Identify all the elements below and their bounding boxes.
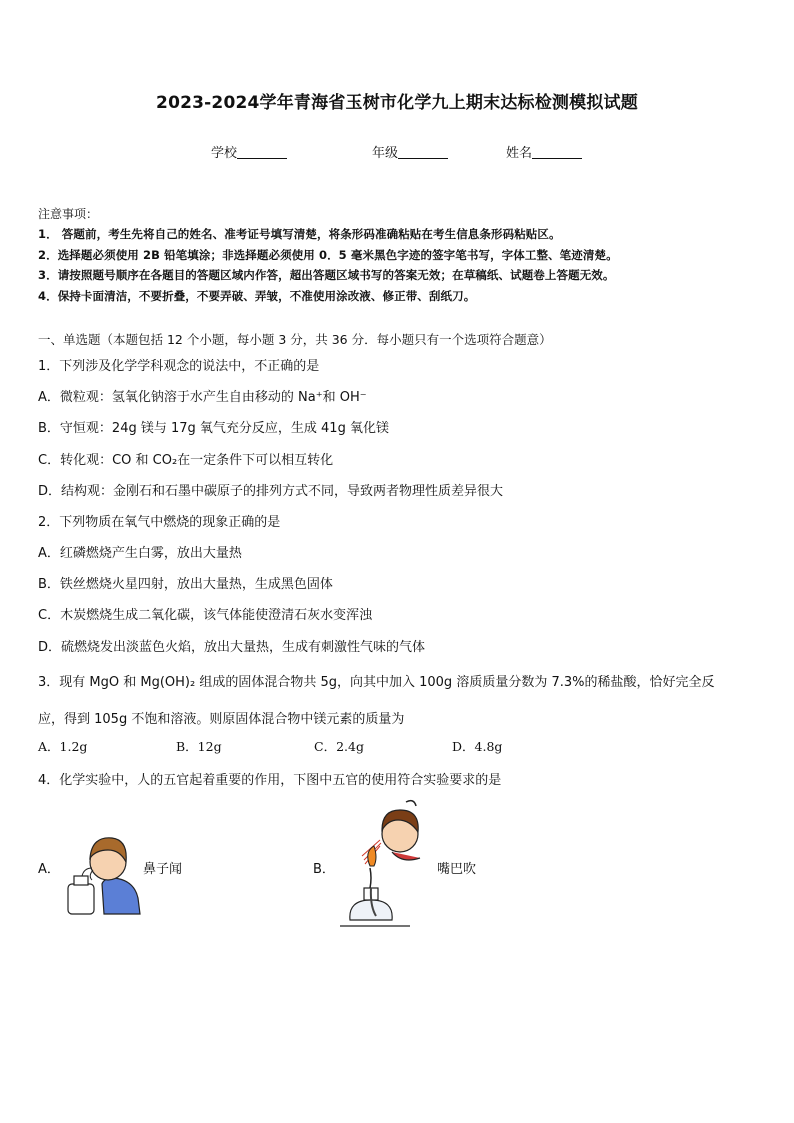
question-4-stem: 4．化学实验中，人的五官起着重要的作用，下图中五官的使用符合实验要求的是: [38, 773, 502, 788]
question-1-option-b: B．守恒观：24g 镁与 17g 氧气充分反应，生成 41g 氧化镁: [38, 421, 389, 436]
question-3-line-2: 应，得到 105g 不饱和溶液。则原固体混合物中镁元素的质量为: [38, 712, 405, 727]
school-field: [211, 142, 287, 161]
school-label: 学校: [211, 146, 238, 161]
name-label: 姓名: [506, 146, 533, 161]
note-item: 1． 答题前，考生先将自己的姓名、准考证号填写清楚，将条形码准确粘贴在考生信息条形码粘贴区。: [38, 227, 561, 241]
page-title: 2023-2024学年青海省玉树市化学九上期末达标检测模拟试题: [156, 93, 638, 113]
grade-blank: [398, 146, 448, 159]
note-item: 4．保持卡面清洁，不要折叠，不要弄破、弄皱，不准使用涂改液、修正带、刮纸刀。: [38, 289, 476, 303]
question-4-option-b-text: 嘴巴吹: [437, 862, 477, 877]
question-4-option-a-letter: A．: [38, 862, 60, 877]
note-item: 3．请按照题号顺序在各题目的答题区域内作答，超出答题区域书写的答案无效；在草稿纸、试题卷上答题无效。: [38, 268, 615, 282]
notes-heading: 注意事项：: [38, 207, 99, 221]
question-3-option-c: C．2.4g: [314, 739, 364, 754]
person-smelling-illustration: [64, 826, 146, 918]
name-blank: [532, 146, 582, 159]
question-1-option-d: D．结构观：金刚石和石墨中碳原子的排列方式不同，导致两者物理性质差异很大: [38, 484, 504, 499]
question-4-option-b-letter: B．: [313, 862, 335, 877]
question-1-option-a: A．微粒观：氢氧化钠溶于水产生自由移动的 Na⁺和 OH⁻: [38, 390, 367, 405]
question-2-stem: 2．下列物质在氧气中燃烧的现象正确的是: [38, 515, 281, 530]
person-blowing-lamp-illustration: [340, 796, 432, 930]
question-4-option-a-text: 鼻子闻: [143, 862, 183, 877]
grade-field: [372, 142, 448, 161]
question-1-stem: 1．下列涉及化学学科观念的说法中，不正确的是: [38, 359, 320, 374]
school-blank: [237, 146, 287, 159]
name-field: [506, 142, 582, 161]
question-3-line-1: 3．现有 MgO 和 Mg(OH)₂ 组成的固体混合物共 5g，向其中加入 100g 溶质质量分数为 7.3%的稀盐酸，恰好完全反: [38, 675, 715, 690]
question-3-option-a: A．1.2g: [38, 739, 88, 754]
question-3-option-b: B．12g: [176, 739, 222, 754]
grade-label: 年级: [372, 146, 399, 161]
note-item: 2．选择题必须使用 2B 铅笔填涂；非选择题必须使用 0．5 毫米黑色字迹的签字笔书写，字体工整、笔迹清楚。: [38, 248, 618, 262]
question-3-options: [0, 737, 794, 757]
question-2-option-b: B．铁丝燃烧火星四射，放出大量热，生成黑色固体: [38, 577, 333, 592]
question-2-option-c: C．木炭燃烧生成二氧化碳，该气体能使澄清石灰水变浑浊: [38, 608, 373, 623]
question-3-option-d: D．4.8g: [452, 739, 503, 754]
question-2-option-a: A．红磷燃烧产生白雾，放出大量热: [38, 546, 242, 561]
question-1-option-c: C．转化观：CO 和 CO₂在一定条件下可以相互转化: [38, 453, 334, 468]
question-2-option-d: D．硫燃烧发出淡蓝色火焰，放出大量热，生成有刺激性气味的气体: [38, 640, 426, 655]
section-heading: 一、单选题（本题包括 12 个小题，每小题 3 分，共 36 分．每小题只有一个选项符合题意）: [38, 332, 552, 347]
